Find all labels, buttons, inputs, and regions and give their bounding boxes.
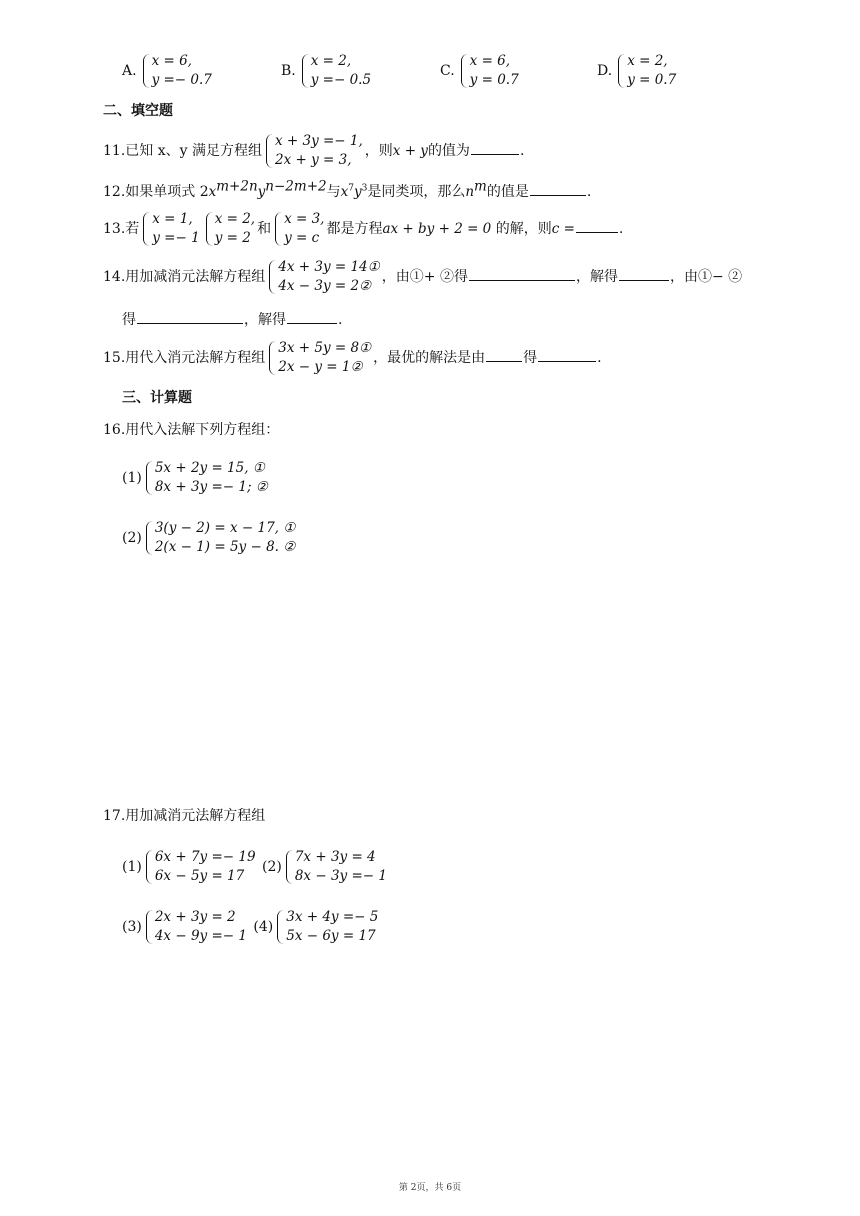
question-text: 得 <box>523 350 538 366</box>
question-17-row2 <box>122 908 380 946</box>
question-13 <box>103 210 623 248</box>
system-row: 6x − 5y = 17 <box>154 868 245 884</box>
answer-blank[interactable] <box>530 181 586 196</box>
answer-blank[interactable] <box>576 218 618 233</box>
system-row: y = 0.7 <box>469 72 519 88</box>
part-label: (2) <box>122 530 142 546</box>
question-text: 与 <box>326 184 341 200</box>
equation-system <box>144 848 256 886</box>
question-text: 的解，则 <box>491 221 552 237</box>
system-row: y =− 0.7 <box>151 72 212 88</box>
math-expr: ax + by + 2 = 0 <box>382 221 492 237</box>
question-text: 都是方程 <box>326 221 383 237</box>
part-label: (2) <box>262 859 282 875</box>
equation-system <box>141 52 212 90</box>
system-row: x = 3, <box>284 211 325 227</box>
question-text: 14.用加减消元法解方程组 <box>103 269 266 285</box>
system-row: 5x − 6y = 17 <box>286 928 376 944</box>
page-footer: 第 2页，共 6页 <box>398 1183 462 1193</box>
question-text: . <box>586 184 592 200</box>
equation-system <box>300 52 371 90</box>
option-b <box>281 52 373 90</box>
question-12 <box>103 178 592 202</box>
question-15 <box>103 339 602 377</box>
question-11 <box>103 132 524 170</box>
system-row: x + 3y =− 1, <box>274 133 363 149</box>
system-row: y = 2 <box>214 230 251 246</box>
question-text: ，最优的解法是由 <box>373 350 486 366</box>
answer-blank[interactable] <box>471 140 519 155</box>
exponent: 3 <box>361 183 368 194</box>
exponent: m <box>474 178 487 195</box>
system-row: x = 2, <box>310 53 352 69</box>
system-row: x = 1, <box>152 211 193 227</box>
question-text: . <box>618 221 624 237</box>
question-text: ，由①+ ②得 <box>381 269 468 285</box>
system-row: x = 6, <box>469 53 511 69</box>
question-text: ，解得 <box>575 269 618 285</box>
system-row: y = 0.7 <box>627 72 677 88</box>
question-text: 13.若 <box>103 221 140 237</box>
equation-system <box>267 258 380 296</box>
math-expr: y <box>257 184 266 200</box>
option-label: A. <box>122 63 137 79</box>
system-row: 4x + 3y = 14① <box>278 259 380 275</box>
math-expr: x <box>340 184 349 200</box>
question-text: 的值为 <box>427 143 470 159</box>
part-label: (1) <box>122 859 142 875</box>
equation-system <box>273 210 324 248</box>
question-text: ，由①− ② <box>669 269 743 285</box>
section-heading: 二、填空题 <box>103 103 173 119</box>
system-row: y = c <box>284 230 320 246</box>
exponent: n−2m+2 <box>265 178 327 195</box>
equation-system <box>141 210 199 248</box>
question-text: . <box>519 143 525 159</box>
question-text: 是同类项，那么 <box>367 184 466 200</box>
equation-system <box>144 908 247 946</box>
system-row: 5x + 2y = 15, ① <box>154 460 265 476</box>
part-label: (4) <box>253 919 274 935</box>
question-text: ，解得 <box>244 312 286 328</box>
exponent: m+2n <box>216 178 258 195</box>
question-17-row1 <box>122 848 389 886</box>
option-d <box>597 52 678 90</box>
equation-system <box>267 339 371 377</box>
equation-system <box>144 459 268 497</box>
equation-system <box>204 210 255 248</box>
answer-blank[interactable] <box>538 347 596 362</box>
equation-system <box>275 908 378 946</box>
system-row: y =− 1 <box>152 230 200 246</box>
question-text: 得 <box>122 312 136 328</box>
question-text: 和 <box>257 221 272 237</box>
system-row: x = 2, <box>214 211 256 227</box>
question-16-part2 <box>122 519 297 557</box>
system-row: 6x + 7y =− 19 <box>154 849 256 865</box>
system-row: 3x + 4y =− 5 <box>286 909 379 925</box>
answer-blank[interactable] <box>137 309 243 324</box>
section-heading: 三、计算题 <box>122 390 192 406</box>
equation-system <box>144 519 296 557</box>
question-14 <box>103 258 742 296</box>
question-16-title: 16.用代入法解下列方程组： <box>103 422 280 438</box>
system-row: 3(y − 2) = x − 17, ① <box>154 520 296 536</box>
option-label: B. <box>281 63 296 79</box>
system-row: 7x + 3y = 4 <box>294 849 376 865</box>
equation-system <box>284 848 387 886</box>
question-text: 的值是 <box>486 184 529 200</box>
question-17-title: 17.用加减消元法解方程组 <box>103 808 266 824</box>
option-c <box>440 52 521 90</box>
math-expr: n <box>465 184 475 200</box>
system-row: y =− 0.5 <box>310 72 372 88</box>
part-label: (3) <box>122 919 142 935</box>
option-label: D. <box>597 63 613 79</box>
system-row: 2x + y = 3, <box>274 152 352 168</box>
answer-blank[interactable] <box>486 347 522 362</box>
part-label: (1) <box>122 470 142 486</box>
option-a <box>122 52 214 90</box>
equation-system <box>616 52 676 90</box>
question-text: 12.如果单项式 2 <box>103 184 209 200</box>
system-row: 4x − 3y = 2② <box>278 278 372 294</box>
system-row: x = 6, <box>151 53 192 69</box>
question-text: ，则 <box>364 143 393 159</box>
math-expr: x <box>208 184 217 200</box>
system-row: 3x + 5y = 8① <box>278 340 372 356</box>
equation-system <box>264 132 363 170</box>
system-row: 2x − y = 1② <box>278 359 363 375</box>
system-row: 2x + 3y = 2 <box>154 909 236 925</box>
answer-blank[interactable] <box>469 266 575 281</box>
answer-blank[interactable] <box>287 309 337 324</box>
exponent: 7 <box>348 183 354 194</box>
system-row: x = 2, <box>627 53 668 69</box>
system-row: 8x + 3y =− 1; ② <box>154 479 268 495</box>
equation-system <box>459 52 519 90</box>
question-16-part1 <box>122 459 270 497</box>
question-text: . <box>338 312 343 328</box>
system-row: 8x − 3y =− 1 <box>294 868 387 884</box>
system-row: 2(x − 1) = 5y − 8. ② <box>154 539 296 555</box>
question-text: 15.用代入消元法解方程组 <box>103 350 266 366</box>
math-expr: c = <box>551 221 575 237</box>
system-row: 4x − 9y =− 1 <box>154 928 247 944</box>
option-label: C. <box>440 63 455 79</box>
question-text: 11.已知 x、y 满足方程组 <box>103 143 262 159</box>
math-expr: x + y <box>392 143 428 159</box>
math-expr: y <box>353 184 362 200</box>
question-text: . <box>597 350 602 366</box>
question-14-line2 <box>122 309 342 330</box>
answer-blank[interactable] <box>619 266 669 281</box>
